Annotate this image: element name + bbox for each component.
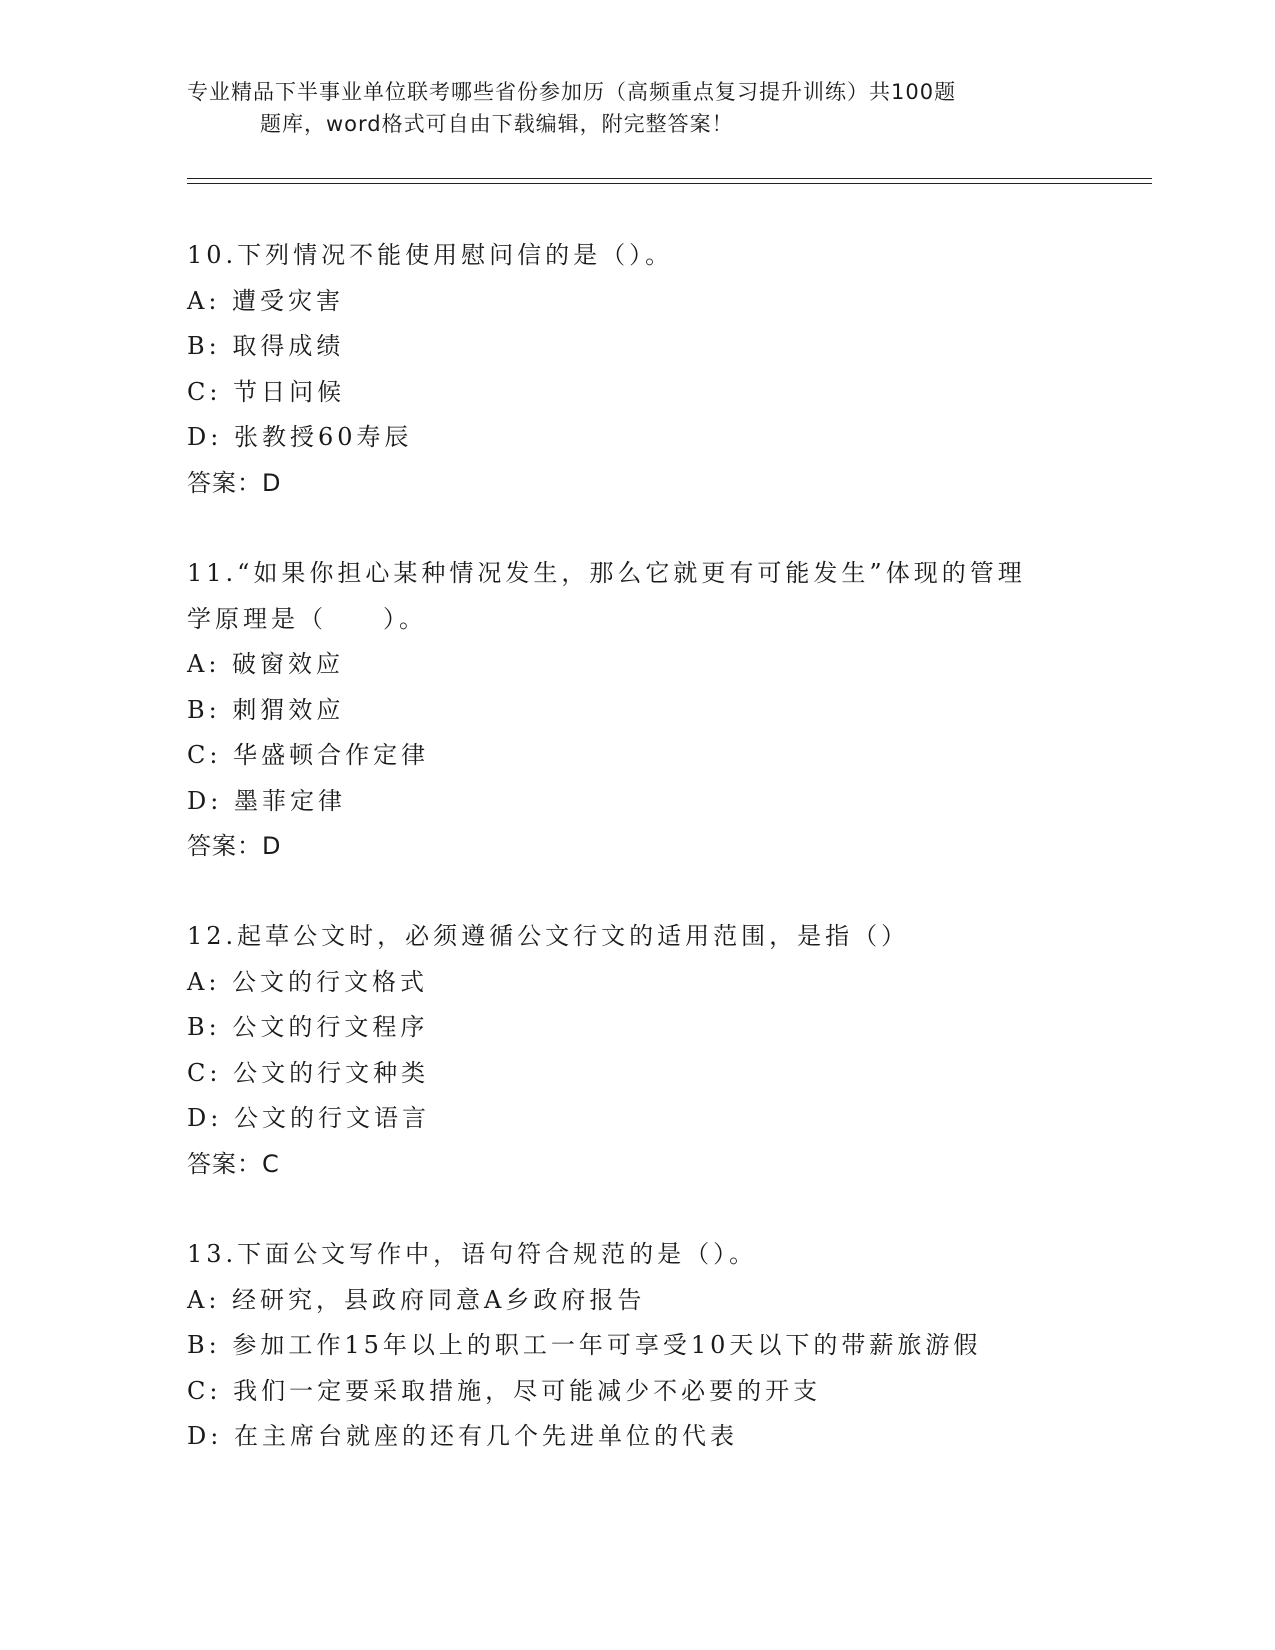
option-d: D: 公文的行文语言 [187, 1104, 430, 1132]
question-stem: 11.“如果你担心某种情况发生，那么它就更有可能发生”体现的管理 [187, 559, 1026, 587]
question-11 [187, 551, 1087, 870]
option-c: C: 我们一定要采取措施，尽可能减少不必要的开支 [187, 1376, 822, 1405]
option-d: D: 在主席台就座的还有几个先进单位的代表 [187, 1422, 738, 1450]
option-b: B: 取得成绩 [187, 332, 345, 360]
option-b: B: 参加工作15年以上的职工一年可享受10天以下的带薪旅游假 [187, 1331, 982, 1359]
option-c: C: 节日问候 [187, 377, 346, 406]
header-title-line-1: 专业精品下半事业单位联考哪些省份参加历（高频重点复习提升训练）共100题 [187, 80, 957, 104]
header-divider-top [187, 178, 1152, 179]
option-d: D: 张教授60寿辰 [187, 423, 413, 451]
option-c: C: 华盛顿合作定律 [187, 741, 430, 769]
question-stem: 12.起草公文时，必须遵循公文行文的适用范围，是指（） [187, 922, 910, 950]
answer: 答案：D [187, 832, 282, 860]
header-title-line-2: 题库，word格式可自由下载编辑，附完整答案！ [260, 112, 734, 136]
header-divider-bottom [187, 183, 1152, 184]
question-stem: 13.下面公文写作中，语句符合规范的是（）。 [187, 1240, 758, 1268]
question-stem-continued: 学原理是（ ）。 [187, 604, 427, 633]
option-a: A: 经研究，县政府同意A乡政府报告 [187, 1285, 646, 1314]
option-d: D: 墨菲定律 [187, 786, 346, 815]
option-a: A: 破窗效应 [187, 650, 345, 678]
answer: 答案：C [187, 1149, 280, 1178]
answer: 答案：D [187, 468, 282, 497]
option-a: A: 公文的行文格式 [187, 967, 429, 996]
option-b: B: 刺猬效应 [187, 695, 345, 724]
document-header [187, 76, 1087, 140]
question-13 [187, 1232, 1087, 1460]
option-b: B: 公文的行文程序 [187, 1013, 429, 1041]
option-a: A: 遭受灾害 [187, 286, 345, 315]
question-10 [187, 233, 1087, 506]
question-stem: 10.下列情况不能使用慰问信的是（）。 [187, 241, 674, 269]
option-c: C: 公文的行文种类 [187, 1058, 430, 1087]
question-12 [187, 914, 1087, 1187]
